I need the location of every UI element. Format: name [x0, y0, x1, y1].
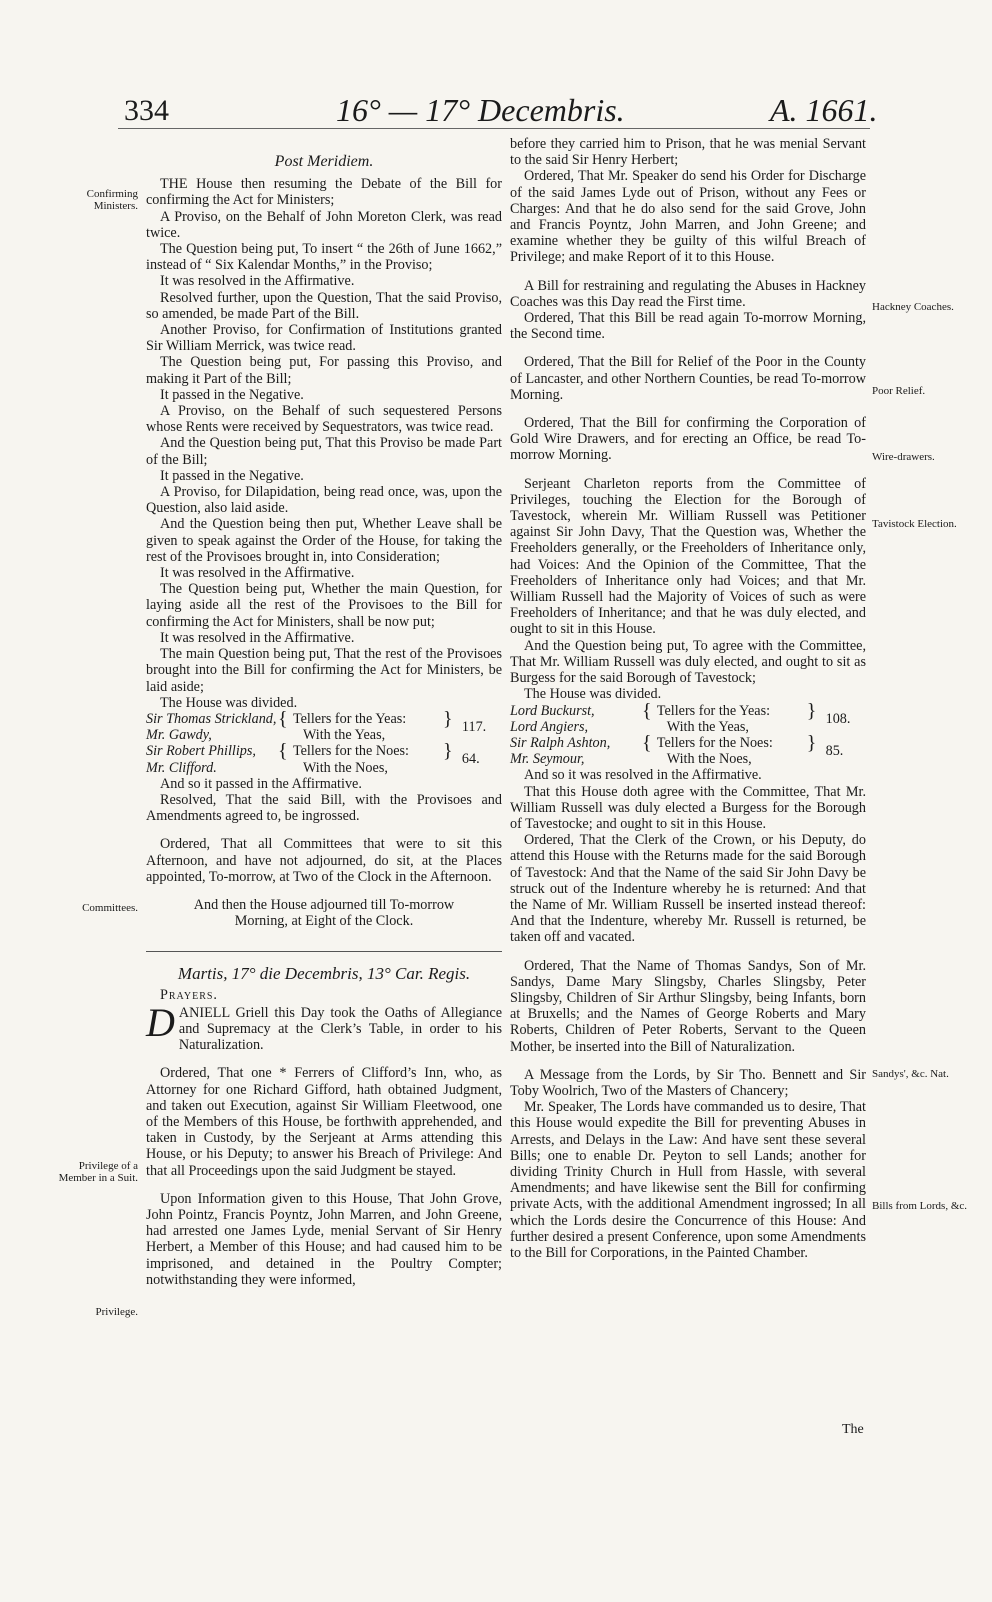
paragraph: The House was divided. [160, 694, 298, 711]
division-count: 108. [825, 710, 851, 727]
resolved-affirmative-line: And so it was resolved in the Affirmative. [524, 767, 762, 784]
margin-note-privilege: Privilege. [95, 1306, 138, 1318]
paragraph: Resolved, That the said Bill, with the Provisoes and Amendments agreed to, be ingrossed. [146, 791, 502, 825]
margin-note-committees: Committees. [82, 902, 138, 914]
speaker-paragraph: Mr. Speaker, The Lords have commanded us to desire, That this House would expedite the Bill for preventing Abuses in Arrests, and Delays in the Law: And have sent these several Bills; one to enable Dr. Peyton to sell Lands; another for dividing Trinity Church in Hull from Hassle, with several Amendments; and have likewise sent the Bill for confirming private Acts, with the additional Amendment ingrossed; In all which the Lords desire the Concurrence of this House: And further desired a present Conference, upon some Amendments to the Bill for Corporations, in the Painted Chamber. [510, 1099, 866, 1261]
continued-paragraph: before they carried him to Prison, that he was menial Servant to the said Sir Henry Herbert; [510, 136, 866, 169]
header-rule [118, 128, 870, 129]
paragraph: It was resolved in the Affirmative. [160, 565, 355, 582]
teller-label: With the Noes, [666, 751, 752, 768]
brace: } [442, 740, 453, 763]
paragraph: A Proviso, on the Behalf of John Moreton Clerk, was read twice. [146, 208, 502, 241]
teller-name: Mr. Seymour, [510, 751, 585, 768]
brace: { [642, 699, 652, 722]
information-paragraph: Upon Information given to this House, That John Grove, John Pointz, Francis Poyntz, John Marren, and John Greene, had arrested one James Lyde, menial Servant of Sir Henry Herbert, a Member of this House; and had caused him to be imprisoned, and detained in the Poultry Compter; notwithstanding they were informed, [146, 1190, 502, 1288]
teller-name: Mr. Clifford. [146, 759, 217, 776]
teller-name: Sir Thomas Strickland, [146, 710, 277, 727]
prayers-heading: Prayers. [160, 986, 218, 1003]
paragraph: A Proviso, for Dilapidation, being read once, was, upon the Question, also laid aside. [146, 484, 502, 517]
paragraph: The Question being put, Whether the main Question, for laying aside all the rest of the Provisoes to the Bill for confirming the Act for Ministers, shall be now put; [146, 581, 502, 630]
adjourned-paragraph: And then the House adjourned till To-morrow Morning, at Eight of the Clock. [193, 896, 455, 930]
hackney-paragraph: A Bill for restraining and regulating the Abuses in Hackney Coaches was this Day read the First time. [510, 277, 866, 310]
teller-label: Tellers for the Yeas: [656, 702, 771, 719]
hackney-order-paragraph: Ordered, That this Bill be read again To-morrow Morning, the Second time. [510, 310, 866, 343]
paragraph: A Proviso, on the Behalf of such sequestered Persons whose Rents were received by Sequestrators, was twice read. [146, 403, 502, 436]
paragraph: And so it passed in the Affirmative. [160, 775, 362, 792]
paragraph: Another Proviso, for Confirmation of Institutions granted Sir William Merrick, was twice read. [146, 322, 502, 355]
brace: } [806, 731, 817, 754]
teller-name: Sir Robert Phillips, [146, 743, 256, 760]
message-paragraph: A Message from the Lords, by Sir Tho. Bennett and Sir Toby Woolrich, Two of the Masters of Chancery; [510, 1066, 866, 1099]
brace: { [642, 731, 652, 754]
wire-drawers-paragraph: Ordered, That the Bill for confirming the Corporation of Gold Wire Drawers, and for erecting an Office, be read To-morrow Morning. [510, 415, 866, 464]
margin-note-sandys: Sandys', &c. Nat. [872, 1068, 949, 1080]
clerk-order-paragraph: Ordered, That the Clerk of the Crown, or his Deputy, do attend this House with the Returns made for the said Borough of Tavestock: And that the Name of the said Sir John Davy be struck out of the Indenture whereby he is returned: And that the Name of Mr. William Russell be inserted instead thereof: And that the Indenture, whereby Mr. Russell is returned, be taken off and vacated. [510, 832, 866, 946]
margin-note-tavistock: Tavistock Election. [872, 518, 957, 530]
teller-label: With the Yeas, [302, 727, 386, 744]
division-count: 64. [461, 751, 480, 768]
lyde-order-paragraph: Ordered, That Mr. Speaker do send his Order for Discharge of the said James Lyde out of Prison, without any Fees or Charges: And that he do also send for the said Grove, John and Francis Poyntz, John Marren, and John Greene; and examine whether they be guilty of this wilful Breach of Privilege; and make Report of it to this House. [510, 168, 866, 266]
page-number: 334 [124, 94, 169, 127]
drop-capital: D [146, 999, 175, 1045]
brace: } [806, 699, 817, 722]
naturalization-text: ANIELL Griell this Day took the Oaths of Allegiance and Supremacy at the Clerk’s Table, in order to his Naturalization. [178, 1004, 502, 1054]
divided-line: The House was divided. [524, 686, 662, 703]
agree-paragraph: That this House doth agree with the Committee, That Mr. William Russell was duly elected a Burgess for the Borough of Tavestocke; and ought to sit in this House. [510, 783, 866, 832]
naturalization-paragraph [146, 999, 502, 1054]
division-table-right [510, 699, 866, 768]
paragraph: THE House then resuming the Debate of the Bill for confirming the Act for Ministers; [146, 176, 502, 209]
teller-label: Tellers for the Yeas: [292, 710, 407, 727]
teller-label: With the Noes, [302, 759, 388, 776]
paragraph: The main Question being put, That the rest of the Provisoes brought into the Bill for confirming the Act for Ministers, be laid aside; [146, 646, 502, 695]
margin-note-poor-relief: Poor Relief. [872, 385, 926, 397]
paragraph: And the Question being then put, Whether Leave shall be given to speak against the Order of the House, for taking the rest of the Provisoes brought in, into Consideration; [146, 516, 502, 565]
sandys-order-paragraph: Ordered, That the Name of Thomas Sandys, Son of Mr. Sandys, Dame Mary Slingsby, Charles Slingsby, Peter Slingsby, Children of Sir Arthur Slingsby, being Infants, born at Bruxells; and the Names of George Roberts and Mary Roberts, Children of Peter Roberts, Servant to the Queen Mother, be inserted into the Bill of Naturalization. [510, 957, 866, 1055]
poor-relief-paragraph: Ordered, That the Bill for Relief of the Poor in the County of Lancaster, and other Northern Counties, be read To-morrow Morning. [510, 354, 866, 403]
running-year: A. 1661. [770, 92, 878, 128]
paragraph: It passed in the Negative. [160, 467, 304, 484]
section-rule [146, 951, 502, 952]
paragraph: It was resolved in the Affirmative. [160, 629, 355, 646]
committees-paragraph: Ordered, That all Committees that were to sit this Afternoon, and have not adjourned, do sit, at the Places appointed, To-morrow, at Two of the Clock in the Afternoon. [146, 836, 502, 885]
brace: { [278, 740, 288, 763]
teller-name: Mr. Gawdy, [146, 727, 212, 744]
teller-label: Tellers for the Noes: [656, 734, 773, 751]
margin-note-confirming-ministers: Confirming Ministers. [86, 188, 138, 212]
running-date-title: 16° — 17° Decembris. [336, 92, 625, 128]
teller-label: Tellers for the Noes: [292, 743, 409, 760]
paragraph: It passed in the Negative. [160, 386, 304, 403]
margin-note-bills-lords: Bills from Lords, &c. [872, 1200, 968, 1212]
brace: { [278, 707, 288, 730]
catchword: The [842, 1422, 864, 1437]
right-column [510, 136, 866, 1261]
paragraph: The Question being put, To insert “ the 26th of June 1662,” instead of “ Six Kalendar Months,” in the Proviso; [146, 241, 502, 274]
teller-name: Lord Angiers, [510, 718, 589, 735]
division-count: 85. [825, 743, 844, 759]
ferrers-paragraph: Ordered, That one * Ferrers of Clifford’s Inn, who, as Attorney for one Richard Gifford, hath obtained Judgment, and taken out Execution, against Sir William Fleetwood, one of the Members of this House, be forthwith apprehended, and taken in Custody, by the Serjeant at Arms attending this House, or his Deputy; to answer his Breach of Privilege: And that all Proceedings upon the said Judgment be stayed. [146, 1065, 502, 1179]
question-paragraph: And the Question being put, To agree with the Committee, That Mr. William Russell was duly elected, and ought to sit as Burgess for the said Borough of Tavestock; [510, 637, 866, 687]
teller-name: Sir Ralph Ashton, [510, 734, 611, 751]
division-count: 117. [461, 719, 487, 735]
division-table-left [146, 707, 502, 776]
brace: } [442, 707, 453, 730]
margin-note-privilege-member: Privilege of a Member in a Suit. [58, 1160, 138, 1184]
paragraph: And the Question being put, That this Proviso be made Part of the Bill; [146, 435, 502, 468]
teller-label: With the Yeas, [666, 718, 749, 735]
paragraph: Resolved further, upon the Question, That the said Proviso, so amended, be made Part of the Bill. [146, 289, 502, 322]
teller-name: Lord Buckurst, [510, 702, 595, 719]
charleton-report-paragraph: Serjeant Charleton reports from the Committee of Privileges, touching the Election for the Borough of Tavestock, wherein Mr. William Russell was Petitioner against Sir John Davy, That the Question was, Whether the Freeholders generally, or the Freeholders of Inheritance only, had Voices: And the Opinion of the Committee, That the Freeholders of Inheritance only had Voices; and that Mr. William Russell had the Majority of Voices of such as were Freeholders of Inheritance; and that he was duly elected, and ought to sit in this House. [510, 475, 866, 638]
paragraph: It was resolved in the Affirmative. [160, 273, 355, 290]
margin-note-hackney: Hackney Coaches. [872, 301, 954, 313]
paragraph: The Question being put, For passing this Proviso, and making it Part of the Bill; [146, 354, 502, 387]
left-column [146, 136, 502, 1288]
post-meridiem-heading: Post Meridiem. [274, 153, 374, 170]
martis-heading: Martis, 17° die Decembris, 13° Car. Regis. [177, 964, 471, 984]
margin-note-wire-drawers: Wire-drawers. [872, 451, 935, 463]
